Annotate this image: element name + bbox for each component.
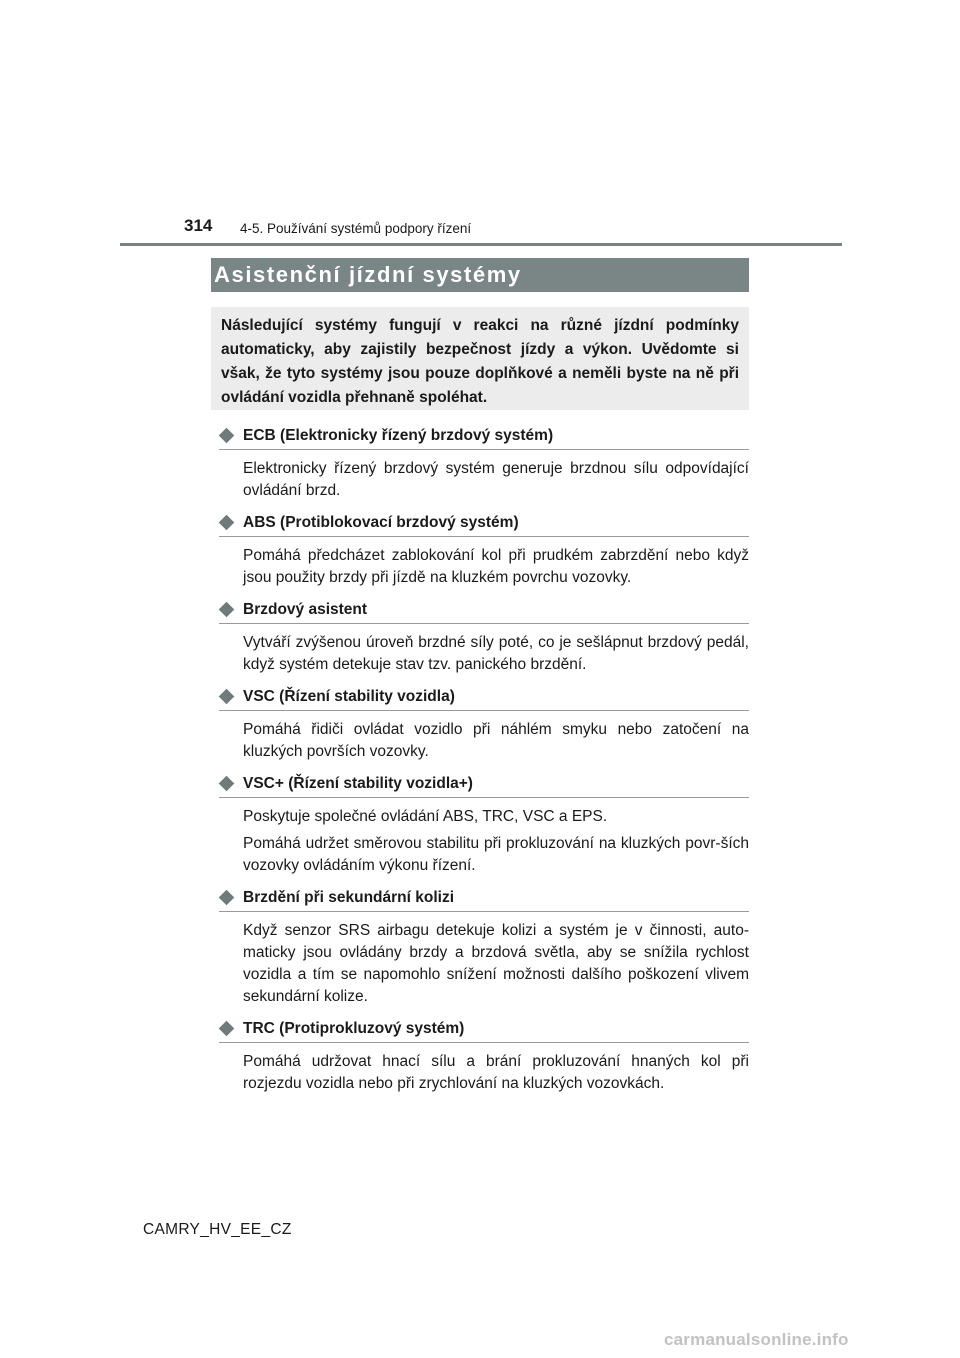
system-item (219, 887, 749, 1008)
system-description: Pomáhá předcházet zablokování kol při prudkém zabrzdění nebo když jsou použity brzdy při jízdě na kluzkém povrchu vozovky. (243, 547, 749, 586)
system-heading (219, 512, 749, 537)
system-item (219, 773, 749, 877)
system-heading-label: Brzdění při sekundární kolizi (243, 889, 455, 906)
systems-list (219, 425, 749, 1095)
system-heading (219, 599, 749, 624)
system-heading (219, 686, 749, 711)
system-heading (219, 1018, 749, 1043)
system-heading-label: VSC (Řízení stability vozidla) (243, 688, 455, 705)
system-heading (219, 425, 749, 450)
diamond-icon (219, 776, 235, 792)
system-description: Vytváří zvýšenou úroveň brzdné síly poté, co je sešlápnut brzdový pedál, když systém detekuje stav tzv. panického brzdění. (243, 634, 749, 673)
header-divider (120, 243, 842, 246)
watermark: carmanualsonline.info (664, 1330, 849, 1349)
chapter-title: 4-5. Používání systémů podpory řízení (240, 221, 472, 236)
system-heading-label: ABS (Protiblokovací brzdový systém) (243, 514, 519, 531)
system-item (219, 686, 749, 763)
system-item (219, 1018, 749, 1095)
section-title-bar (211, 258, 749, 292)
system-description: Pomáhá udržovat hnací sílu a brání prokluzování hnaných kol při rozjezdu vozidla nebo při zrychlování na kluzkých vozovkách. (243, 1053, 749, 1092)
system-description: Poskytuje společné ovládání ABS, TRC, VSC a EPS. (243, 808, 608, 825)
diamond-icon (219, 689, 235, 705)
system-heading-label: Brzdový asistent (243, 601, 368, 618)
intro-box (211, 307, 749, 410)
system-heading-label: TRC (Protiprokluzový systém) (243, 1020, 465, 1037)
system-item (219, 599, 749, 676)
system-heading-label: VSC+ (Řízení stability vozidla+) (243, 775, 473, 792)
system-description: Když senzor SRS airbagu detekuje kolizi a systém je v činnosti, auto-maticky jsou ovládány brzdy a brzdová světla, aby se snížila rychlost vozidla a tím se napomohlo snížení možnosti dalšího poškození vlivem sekundární kolize. (243, 922, 749, 1005)
page-number: 314 (184, 216, 213, 235)
intro-text: Následující systémy fungují v reakci na různé jízdní podmínky automaticky, aby zajistily bezpečnost jízdy a výkon. Uvědomte si však, že tyto systémy jsou pouze doplňkové a neměli byste na ně při ovládání vozidla přehnaně spoléhat. (221, 317, 739, 406)
system-item (219, 425, 749, 502)
system-heading (219, 773, 749, 798)
diamond-icon (219, 1021, 235, 1037)
system-description: Pomáhá udržet směrovou stabilitu při prokluzování na kluzkých povr-ších vozovky ovládáním výkonu řízení. (243, 835, 749, 874)
system-description: Pomáhá řidiči ovládat vozidlo při náhlém smyku nebo zatočení na kluzkých površích vozovky. (243, 721, 749, 760)
system-item (219, 512, 749, 589)
system-heading-label: ECB (Elektronicky řízený brzdový systém) (243, 427, 554, 444)
footer-code: CAMRY_HV_EE_CZ (143, 1221, 292, 1238)
diamond-icon (219, 890, 235, 906)
diamond-icon (219, 515, 235, 531)
system-heading (219, 887, 749, 912)
system-description: Elektronicky řízený brzdový systém generuje brzdnou sílu odpovídající ovládání brzd. (243, 460, 749, 499)
diamond-icon (219, 602, 235, 618)
diamond-icon (219, 428, 235, 444)
section-title: Asistenční jízdní systémy (214, 262, 522, 287)
